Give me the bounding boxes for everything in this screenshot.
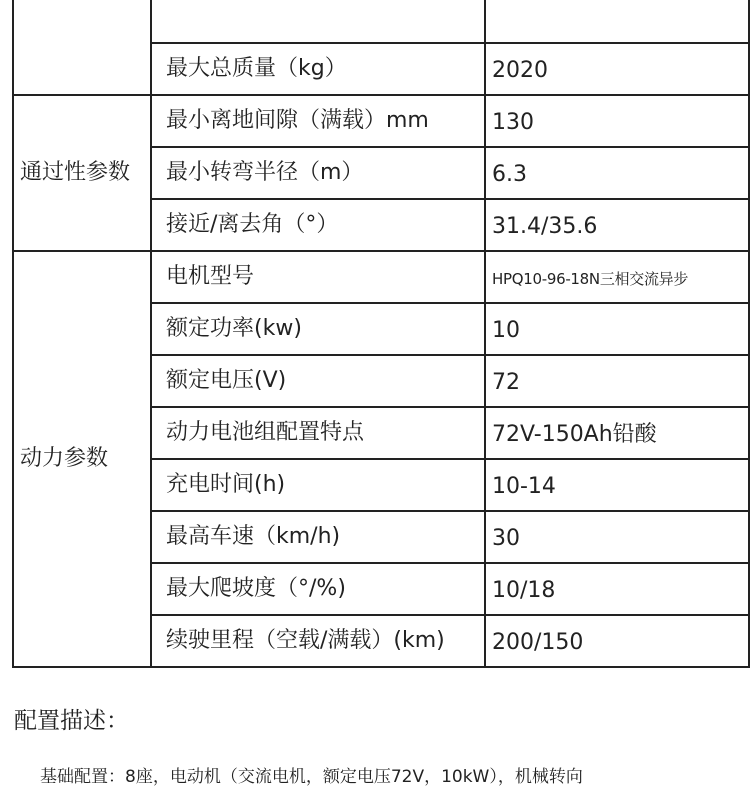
spec-label: 额定功率(kw) (151, 303, 485, 355)
spec-label: 充电时间(h) (151, 459, 485, 511)
spec-value: HPQ10-96-18N三相交流异步 (485, 251, 749, 303)
spec-label: 电机型号 (151, 251, 485, 303)
spec-value: 130 (485, 95, 749, 147)
spec-value: 72 (485, 355, 749, 407)
spec-table (12, 0, 750, 668)
spec-label: 最大爬坡度（°/%) (151, 563, 485, 615)
spec-label: 最高车速（km/h) (151, 511, 485, 563)
group-cell-power: 动力参数 (13, 251, 151, 667)
spec-value: 30 (485, 511, 749, 563)
spec-label: 最小离地间隙（满载）mm (151, 95, 485, 147)
spec-value: 10-14 (485, 459, 749, 511)
spec-label (151, 0, 485, 43)
spec-value: 31.4/35.6 (485, 199, 749, 251)
config-description: 基础配置：8座，电动机（交流电机，额定电压72V，10kW），机械转向 (40, 767, 583, 787)
spec-value: 2020 (485, 43, 749, 95)
spec-value: 10 (485, 303, 749, 355)
spec-label: 额定电压(V) (151, 355, 485, 407)
spec-value (485, 0, 749, 43)
table-row (13, 95, 749, 147)
table-row (13, 0, 749, 43)
spec-label: 接近/离去角（°） (151, 199, 485, 251)
group-cell-empty (13, 0, 151, 95)
spec-label: 最大总质量（kg） (151, 43, 485, 95)
spec-value: 10/18 (485, 563, 749, 615)
config-section-title: 配置描述： (14, 708, 129, 734)
spec-value: 6.3 (485, 147, 749, 199)
spec-label: 续驶里程（空载/满载）(km) (151, 615, 485, 667)
group-cell-passability: 通过性参数 (13, 95, 151, 251)
spec-label: 动力电池组配置特点 (151, 407, 485, 459)
table-row (13, 251, 749, 303)
spec-value: 72V-150Ah铅酸 (485, 407, 749, 459)
spec-label: 最小转弯半径（m） (151, 147, 485, 199)
spec-value: 200/150 (485, 615, 749, 667)
